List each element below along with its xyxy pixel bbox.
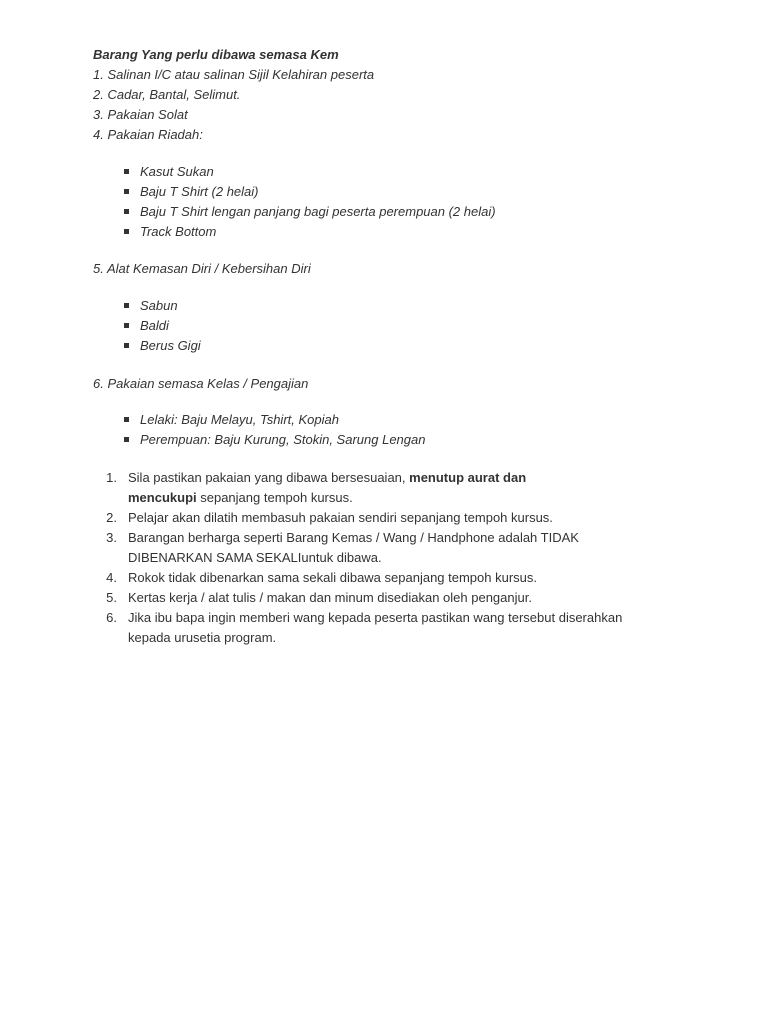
note-line [128,488,353,508]
note-text: Pelajar akan dilatih membasuh pakaian sendiri sepanjang tempoh kursus. [128,510,553,525]
note-emphasis: mencukupi [128,490,197,505]
square-bullet-icon [124,303,129,308]
list-item: 4. Pakaian Riadah: [93,127,203,142]
list-item-label: Baju T Shirt (2 helai) [140,184,259,199]
list-number: 3. [106,530,117,545]
list-number: 4. [106,570,117,585]
list-item-label: Lelaki: Baju Melayu, Tshirt, Kopiah [140,412,339,427]
note-emphasis: menutup aurat dan [409,470,527,485]
note-text: DIBENARKAN SAMA SEKALIuntuk dibawa. [128,550,382,565]
list-item-label: Baldi [140,318,169,333]
list-number: 6. [106,610,117,625]
list-number: 1. [106,470,117,485]
note-line [128,468,526,488]
section-heading: 5. Alat Kemasan Diri / Kebersihan Diri [93,261,311,276]
document-title: Barang Yang perlu dibawa semasa Kem [93,47,339,62]
square-bullet-icon [124,437,129,442]
list-item-label: Berus Gigi [140,338,201,353]
list-item-label: Sabun [140,298,178,313]
note-text: Kertas kerja / alat tulis / makan dan minum disediakan oleh penganjur. [128,590,532,605]
square-bullet-icon [124,169,129,174]
list-item-label: Track Bottom [140,224,217,239]
note-text: Jika ibu bapa ingin memberi wang kepada peserta pastikan wang tersebut diserahkan [128,610,623,625]
square-bullet-icon [124,189,129,194]
note-text: kepada urusetia program. [128,630,277,645]
list-number: 2. [106,510,117,525]
list-item-label: Perempuan: Baju Kurung, Stokin, Sarung Lengan [140,432,426,447]
list-item: 1. Salinan I/C atau salinan Sijil Kelahiran peserta [93,67,375,82]
note-text: Rokok tidak dibenarkan sama sekali dibawa sepanjang tempoh kursus. [128,570,538,585]
note-text: Barangan berharga seperti Barang Kemas / Wang / Handphone adalah TIDAK [128,530,579,545]
square-bullet-icon [124,229,129,234]
note-text: Sila pastikan pakaian yang dibawa bersesuaian, [128,470,410,485]
list-item: 3. Pakaian Solat [93,107,188,122]
square-bullet-icon [124,209,129,214]
section-heading: 6. Pakaian semasa Kelas / Pengajian [93,376,309,391]
list-item-label: Baju T Shirt lengan panjang bagi peserta perempuan (2 helai) [140,204,496,219]
note-text: sepanjang tempoh kursus. [196,490,353,505]
square-bullet-icon [124,323,129,328]
list-item: 2. Cadar, Bantal, Selimut. [93,87,241,102]
list-item-label: Kasut Sukan [140,164,214,179]
square-bullet-icon [124,343,129,348]
list-number: 5. [106,590,117,605]
square-bullet-icon [124,417,129,422]
